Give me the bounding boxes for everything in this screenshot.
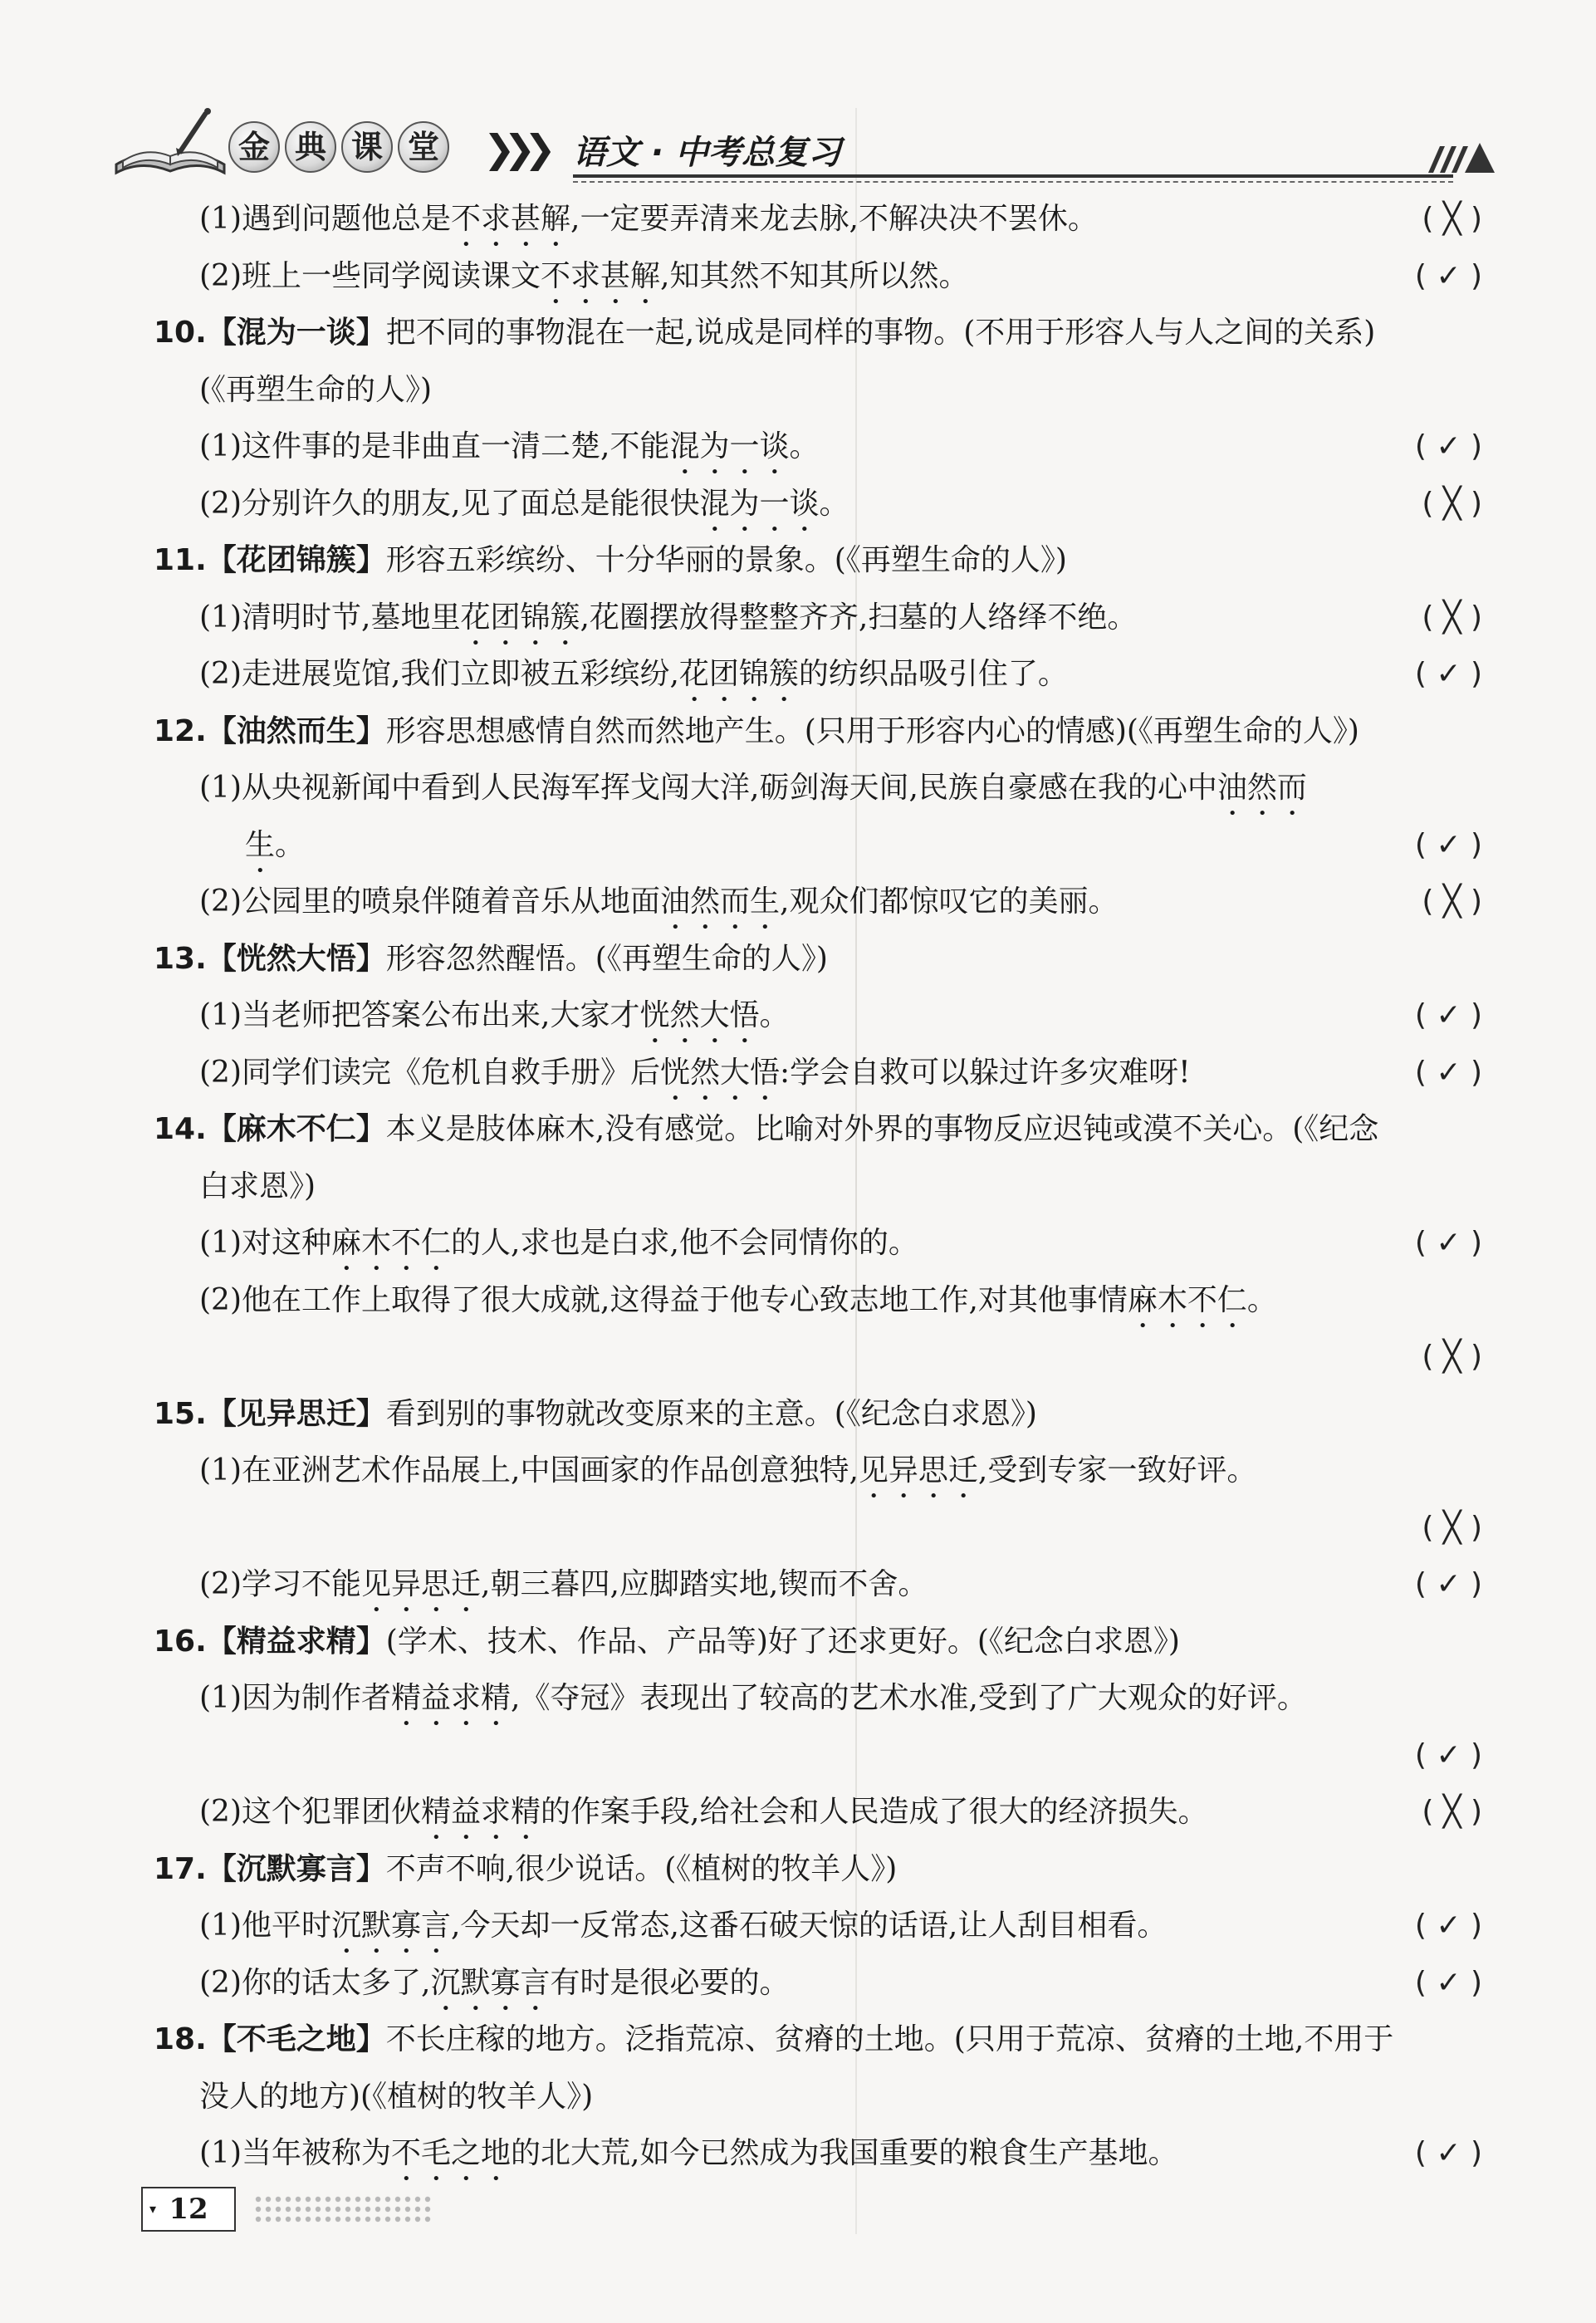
decor-dot [316, 2207, 321, 2212]
sentence-text: ,观众们都惊叹它的美丽。 [780, 885, 1119, 919]
emphasized-idiom: 恍然大悟 [639, 998, 760, 1032]
answer-mark: ( ╳ ) [1422, 202, 1482, 236]
decor-dot [365, 2207, 370, 2212]
sentence-text: (1)当老师把答案公布出来,大家才 [199, 998, 640, 1032]
emphasized-idiom: 沉默寡言 [430, 1965, 551, 2000]
sentence-text: 的纺织品吸引住了。 [798, 657, 1068, 691]
example-sentence [154, 1784, 1482, 1841]
example-continuation [154, 1500, 1482, 1557]
decor-dot [276, 2207, 281, 2212]
subject-title: 语文 · 中考总复习 [573, 134, 842, 172]
exercise-list [154, 191, 1482, 2183]
sentence-text: (1)在亚洲艺术作品展上,中国画家的作品创意独特, [199, 1453, 859, 1487]
decor-dot [385, 2217, 390, 2222]
decor-dot [266, 2217, 271, 2222]
idiom-entry-heading [154, 1614, 1482, 1671]
example-continuation [154, 817, 1482, 875]
sentence-text: 的北大荒,如今已然成为我国重要的粮食生产基地。 [511, 2136, 1178, 2170]
sentence-text: (2)班上一些同学阅读课文 [199, 258, 541, 293]
example-sentence [154, 248, 1482, 306]
example-sentence [154, 2125, 1482, 2183]
example-sentence [154, 590, 1482, 647]
definition-text: 没人的地方)(《植树的牧羊人》) [199, 2079, 594, 2114]
decor-dot [256, 2207, 261, 2212]
sentence-text: (1)对这种 [199, 1226, 331, 1260]
entry-number: 17. [154, 1851, 207, 1886]
emphasized-idiom: 麻木不仁 [331, 1226, 452, 1260]
decor-dot [355, 2217, 360, 2222]
entry-number: 14. [154, 1112, 207, 1146]
decor-dot [266, 2197, 271, 2202]
emphasized-idiom: 不毛之地 [391, 2136, 512, 2170]
emphasized-idiom: 精益求精 [421, 1795, 541, 1829]
page-header [108, 98, 1486, 181]
emphasized-idiom: 不求甚解 [451, 202, 571, 236]
decor-dot [326, 2207, 330, 2212]
answer-mark: ( ✓ ) [1414, 827, 1482, 862]
decor-dot [375, 2197, 380, 2202]
decor-dot [286, 2207, 291, 2212]
sentence-text: 。 [789, 429, 820, 463]
decor-dot [375, 2207, 380, 2212]
idiom-entry-heading [154, 532, 1482, 590]
definition-text: 白求恩》) [199, 1169, 316, 1203]
decor-dot [395, 2197, 400, 2202]
decor-dot [306, 2217, 311, 2222]
sentence-text: (2)公园里的喷泉伴随着音乐从地面 [199, 885, 660, 919]
decor-dot [405, 2197, 410, 2202]
emphasized-idiom: 精益求精 [391, 1681, 512, 1715]
answer-mark: ( ╳ ) [1422, 1510, 1482, 1545]
example-sentence [154, 476, 1482, 533]
sentence-text: 的作案手段,给社会和人民造成了很大的经济损失。 [541, 1795, 1208, 1829]
header-rule-dashed [573, 181, 1453, 183]
sentence-text: ,知其然不知其所以然。 [660, 258, 969, 293]
decor-dot [345, 2207, 350, 2212]
emphasized-idiom: 混为一谈 [699, 486, 820, 521]
entry-number: 10. [154, 316, 207, 350]
decor-dot [276, 2217, 281, 2222]
sentence-text: (2)分别许久的朋友,见了面总是能很快 [199, 486, 700, 521]
header-rule [573, 174, 1453, 178]
open-book-pencil-icon [108, 106, 233, 181]
emphasized-idiom: 花团锦簇 [678, 657, 799, 691]
decor-dot [355, 2197, 360, 2202]
example-sentence [154, 1443, 1482, 1500]
example-sentence [154, 1272, 1482, 1330]
entry-number: 13. [154, 941, 207, 976]
emphasized-idiom: 生 [245, 827, 276, 862]
answer-mark: ( ╳ ) [1422, 885, 1482, 919]
idiom-definition: 形容思想感情自然而然地产生。(只用于形容内心的情感)(《再塑生命的人》) [385, 713, 1359, 748]
answer-mark: ( ✓ ) [1414, 1055, 1482, 1090]
idiom-term: 【见异思迁】 [206, 1396, 386, 1431]
decor-dot [316, 2217, 321, 2222]
decor-dot [405, 2207, 410, 2212]
sentence-text: ,花圈摆放得整整齐齐,扫墓的人络绎不绝。 [580, 600, 1138, 635]
idiom-entry-heading [154, 2012, 1482, 2069]
definition-continuation [154, 1159, 1482, 1216]
decor-dot [286, 2217, 291, 2222]
decor-dot [365, 2217, 370, 2222]
answer-mark: ( ╳ ) [1422, 1340, 1482, 1374]
answer-mark: ( ╳ ) [1422, 1795, 1482, 1829]
decor-dot [256, 2217, 261, 2222]
idiom-definition: 不长庄稼的地方。泛指荒凉、贫瘠的土地。(只用于荒凉、贫瘠的土地,不用于 [385, 2022, 1394, 2056]
decor-dot [296, 2197, 301, 2202]
emphasized-idiom: 油然而 [1217, 771, 1307, 805]
brand-title [228, 121, 449, 171]
idiom-term: 【花团锦簇】 [206, 543, 386, 577]
sentence-text: (1)遇到问题他总是 [199, 202, 451, 236]
idiom-definition: 把不同的事物混在一起,说成是同样的事物。(不用于形容人与人之间的关系) [385, 316, 1376, 350]
example-sentence [154, 1955, 1482, 2012]
sentence-text: (1)他平时 [199, 1909, 331, 1943]
emphasized-idiom: 恍然大悟 [660, 1055, 781, 1090]
example-sentence [154, 419, 1482, 476]
definition-continuation [154, 362, 1482, 419]
emphasized-idiom: 沉默寡言 [331, 1909, 452, 1943]
decor-dot [385, 2197, 390, 2202]
decor-dot [395, 2217, 400, 2222]
entry-number: 12. [154, 713, 207, 748]
answer-mark: ( ✓ ) [1414, 1737, 1482, 1772]
chevrons-icon: ❯❯❯ [483, 126, 545, 171]
sentence-text: ,朝三暮四,应脚踏实地,锲而不舍。 [481, 1567, 928, 1601]
example-sentence [154, 646, 1482, 703]
idiom-definition: 形容五彩缤纷、十分华丽的景象。(《再塑生命的人》) [385, 543, 1067, 577]
decor-dot [306, 2197, 311, 2202]
sentence-text: 的人,求也是白求,他不会同情你的。 [451, 1226, 918, 1260]
answer-mark: ( ✓ ) [1414, 1226, 1482, 1260]
sentence-text: (1)从央视新闻中看到人民海军挥戈闯大洋,砺剑海天间,民族自豪感在我的心中 [199, 771, 1217, 805]
answer-mark: ( ✓ ) [1414, 2136, 1482, 2170]
decor-dot [326, 2197, 330, 2202]
entry-number: 15. [154, 1396, 207, 1431]
example-sentence [154, 1556, 1482, 1614]
page-number-text: 12 [169, 2193, 208, 2226]
sentence-text: (2)你的话太多了, [199, 1965, 431, 2000]
idiom-term: 【沉默寡言】 [206, 1851, 386, 1886]
example-sentence [154, 760, 1482, 817]
idiom-term: 【不毛之地】 [206, 2022, 386, 2056]
decor-dot [345, 2217, 350, 2222]
sentence-text: (2)他在工作上取得了很大成就,这得益于他专心致志地工作,对其他事情 [199, 1282, 1128, 1317]
decor-dot [335, 2197, 340, 2202]
sentence-text: (1)当年被称为 [199, 2136, 391, 2170]
idiom-term: 【恍然大悟】 [206, 941, 386, 976]
decor-dot [345, 2197, 350, 2202]
decor-dot [286, 2197, 291, 2202]
idiom-term: 【油然而生】 [206, 713, 386, 748]
decor-dot [256, 2197, 261, 2202]
sentence-text: ,今天却一反常态,这番石破天惊的话语,让人刮目相看。 [451, 1909, 1168, 1943]
sentence-text: 。 [819, 486, 849, 521]
decor-dot [415, 2207, 420, 2212]
sentence-text: (1)这件事的是非曲直一清二楚,不能 [199, 429, 670, 463]
idiom-definition: 看到别的事物就改变原来的主意。(《纪念白求恩》) [385, 1396, 1037, 1431]
answer-mark: ( ✓ ) [1414, 1909, 1482, 1943]
sentence-text: :学会自救可以躲过许多灾难呀! [780, 1055, 1191, 1090]
example-sentence [154, 874, 1482, 931]
idiom-entry-heading [154, 1101, 1482, 1159]
decor-dot [425, 2217, 430, 2222]
brand-char: 典 [285, 121, 336, 173]
brand-char: 堂 [398, 121, 449, 173]
answer-mark: ( ✓ ) [1414, 258, 1482, 293]
example-sentence [154, 191, 1482, 248]
decor-dot [415, 2197, 420, 2202]
decor-dot [365, 2197, 370, 2202]
answer-mark: ( ✓ ) [1414, 1567, 1482, 1601]
decor-dot [266, 2207, 271, 2212]
emphasized-idiom: 油然而生 [660, 885, 781, 919]
idiom-entry-heading [154, 305, 1482, 362]
page-number [141, 2187, 236, 2232]
decor-dot [425, 2197, 430, 2202]
example-sentence [154, 988, 1482, 1045]
sentence-text: 。 [275, 827, 306, 862]
brand-char: 金 [228, 121, 280, 173]
footer-dots-decoration [253, 2193, 444, 2226]
decor-dot [395, 2207, 400, 2212]
sentence-text: (1)因为制作者 [199, 1681, 391, 1715]
decor-dot [385, 2207, 390, 2212]
decor-dot [355, 2207, 360, 2212]
sentence-text: ,一定要弄清来龙去脉,不解决决不罢休。 [570, 202, 1098, 236]
decor-dot [335, 2217, 340, 2222]
answer-mark: ( ✓ ) [1414, 1965, 1482, 2000]
decor-dot [296, 2217, 301, 2222]
idiom-definition: 不声不响,很少说话。(《植树的牧羊人》) [385, 1851, 898, 1886]
decor-dot [316, 2197, 321, 2202]
definition-text: (《再塑生命的人》) [199, 372, 433, 407]
decor-dot [405, 2217, 410, 2222]
decor-dot [276, 2197, 281, 2202]
answer-mark: ( ✓ ) [1414, 429, 1482, 463]
answer-mark: ( ╳ ) [1422, 600, 1482, 635]
idiom-entry-heading [154, 1386, 1482, 1443]
example-sentence [154, 1898, 1482, 1955]
sentence-text: (2)这个犯罪团伙 [199, 1795, 421, 1829]
idiom-term: 【麻木不仁】 [206, 1112, 386, 1146]
example-continuation [154, 1728, 1482, 1785]
idiom-definition: (学术、技术、作品、产品等)好了还求更好。(《纪念白求恩》) [385, 1624, 1180, 1659]
example-sentence [154, 1670, 1482, 1728]
example-sentence [154, 1215, 1482, 1272]
decor-dot [335, 2207, 340, 2212]
sentence-text: (2)走进展览馆,我们立即被五彩缤纷, [199, 657, 679, 691]
sentence-text: (2)同学们读完《危机自救手册》后 [199, 1055, 660, 1090]
idiom-entry-heading [154, 703, 1482, 761]
emphasized-idiom: 不求甚解 [541, 258, 661, 293]
brand-char: 课 [341, 121, 393, 173]
idiom-definition: 本义是肢体麻木,没有感觉。比喻对外界的事物反应迟钝或漠不关心。(《纪念 [385, 1112, 1379, 1146]
idiom-definition: 形容忽然醒悟。(《再塑生命的人》) [385, 941, 828, 976]
idiom-entry-heading [154, 931, 1482, 988]
sentence-text: (2)学习不能 [199, 1567, 361, 1601]
sentence-text: 。 [759, 998, 790, 1032]
sentence-text: (1)清明时节,墓地里 [199, 600, 461, 635]
answer-mark: ( ✓ ) [1414, 657, 1482, 691]
sentence-text: 。 [1246, 1282, 1277, 1317]
emphasized-idiom: 混为一谈 [669, 429, 790, 463]
entry-number: 16. [154, 1624, 207, 1659]
answer-mark: ( ✓ ) [1414, 998, 1482, 1032]
idiom-term: 【精益求精】 [206, 1624, 386, 1659]
example-continuation [154, 1329, 1482, 1386]
page-tick-icon: ▾ [149, 2201, 157, 2217]
idiom-term: 【混为一谈】 [206, 316, 386, 350]
sentence-text: ,受到专家一致好评。 [977, 1453, 1257, 1487]
corner-stripes-icon [1428, 135, 1503, 176]
definition-continuation [154, 2069, 1482, 2126]
sentence-text: ,《夺冠》表现出了较高的艺术水准,受到了广大观众的好评。 [511, 1681, 1307, 1715]
emphasized-idiom: 麻木不仁 [1127, 1282, 1247, 1317]
emphasized-idiom: 见异思迁 [361, 1567, 482, 1601]
emphasized-idiom: 花团锦簇 [460, 600, 580, 635]
idiom-entry-heading [154, 1841, 1482, 1899]
example-sentence [154, 1045, 1482, 1102]
answer-mark: ( ╳ ) [1422, 486, 1482, 521]
emphasized-idiom: 见异思迁 [858, 1453, 978, 1487]
decor-dot [326, 2217, 330, 2222]
decor-dot [375, 2217, 380, 2222]
decor-dot [306, 2207, 311, 2212]
entry-number: 11. [154, 543, 207, 577]
decor-dot [415, 2217, 420, 2222]
sentence-text: 有时是很必要的。 [550, 1965, 790, 2000]
entry-number: 18. [154, 2022, 207, 2056]
decor-dot [425, 2207, 430, 2212]
decor-dot [296, 2207, 301, 2212]
